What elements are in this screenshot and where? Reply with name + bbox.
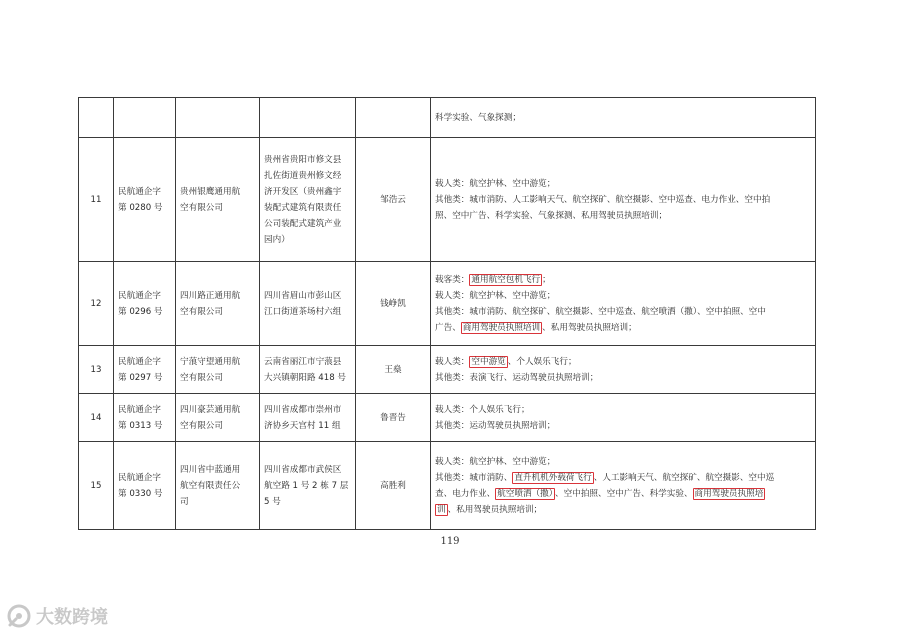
company-name-cell xyxy=(176,262,260,346)
scope-text: 、私用驾驶员执照培训； xyxy=(542,322,637,333)
company-name-line: 空有限公司 xyxy=(180,420,223,431)
table-row xyxy=(79,442,816,530)
legal-representative-cell xyxy=(356,98,431,138)
address-line: 装配式建筑有限责任 xyxy=(264,202,342,213)
scope-text: 、空中拍照、空中广告、科学实验、 xyxy=(555,488,693,499)
company-name-line: 贵州银鹰通用航 xyxy=(180,186,241,197)
permit-number-line: 第 0280 号 xyxy=(118,202,163,213)
permit-number-line: 第 0297 号 xyxy=(118,372,163,383)
permit-number-line: 民航通企字 xyxy=(118,290,161,301)
company-name-line: 空有限公司 xyxy=(180,306,223,317)
permit-number-line: 第 0330 号 xyxy=(118,488,163,499)
business-scope-cell xyxy=(431,98,816,138)
company-name-line: 四川豪芸通用航 xyxy=(180,404,241,415)
scope-text: 载人类： xyxy=(435,356,470,367)
business-scope-cell xyxy=(431,442,816,530)
permit-number-line: 第 0296 号 xyxy=(118,306,163,317)
scope-text: 广告、 xyxy=(435,322,461,333)
serial-number-cell xyxy=(79,346,114,394)
serial-number-cell xyxy=(79,442,114,530)
scope-text: 照、空中广告、科学实验、气象探测、私用驾驶员执照培训； xyxy=(435,210,668,221)
business-scope-line xyxy=(435,192,811,208)
highlighted-scope-text: 通用航空包机飞行 xyxy=(471,274,541,285)
company-name-line: 四川路正通用航 xyxy=(180,290,241,301)
business-scope-line xyxy=(435,502,811,518)
address-line: 贵州省贵阳市修文县 xyxy=(264,154,342,165)
serial-number-cell xyxy=(79,394,114,442)
address-line: 济开发区（贵州鑫宇 xyxy=(264,186,342,197)
highlighted-scope-text: 空中游览 xyxy=(471,356,506,367)
company-name-line: 航空有限责任公 xyxy=(180,480,241,491)
legal-representative-cell xyxy=(356,138,431,262)
serial-number: 11 xyxy=(90,194,102,205)
company-name-line: 宁蒗守望通用航 xyxy=(180,356,241,367)
company-name-cell xyxy=(176,98,260,138)
permit-number-line: 民航通企字 xyxy=(118,356,161,367)
table-row xyxy=(79,98,816,138)
company-name-line: 空有限公司 xyxy=(180,202,223,213)
business-scope-line xyxy=(435,288,811,304)
business-scope-line xyxy=(435,176,811,192)
permit-number-cell xyxy=(114,346,176,394)
table-row xyxy=(79,394,816,442)
scope-text: 载人类：航空护林、空中游览； xyxy=(435,290,556,301)
address-line: 航空路 1 号 2 栋 7 层 xyxy=(264,480,349,491)
permit-number-line: 民航通企字 xyxy=(118,404,161,415)
watermark xyxy=(6,603,108,629)
address-line: 四川省成都市崇州市 xyxy=(264,404,342,415)
address-line: 大兴镇朝阳路 418 号 xyxy=(264,372,347,383)
serial-number: 12 xyxy=(90,298,102,309)
scope-text: 、个人娱乐飞行； xyxy=(507,356,577,367)
address-line: 5 号 xyxy=(264,496,281,507)
highlighted-scope-text: 直升机机外载荷飞行 xyxy=(514,472,592,483)
scope-text: 查、电力作业、 xyxy=(435,488,496,499)
legal-representative: 王燊 xyxy=(384,364,402,375)
legal-representative: 鲁晋告 xyxy=(380,412,406,423)
serial-number: 15 xyxy=(90,480,102,491)
business-scope-line xyxy=(435,208,811,224)
business-scope-line xyxy=(435,272,811,288)
permit-number-cell xyxy=(114,442,176,530)
serial-number-cell xyxy=(79,138,114,262)
legal-representative-cell xyxy=(356,394,431,442)
business-scope-line xyxy=(435,354,811,370)
address-cell xyxy=(260,138,356,262)
business-scope-line xyxy=(435,320,811,336)
serial-number-cell xyxy=(79,262,114,346)
scope-text: 载人类：航空护林、空中游览； xyxy=(435,456,556,467)
business-scope-cell xyxy=(431,346,816,394)
license-table xyxy=(78,97,816,530)
address-line: 云南省丽江市宁蒗县 xyxy=(264,356,342,367)
address-cell xyxy=(260,394,356,442)
business-scope-cell xyxy=(431,138,816,262)
scope-text: 载人类：个人娱乐飞行； xyxy=(435,404,530,415)
scope-text: 载人类：航空护林、空中游览； xyxy=(435,178,556,189)
scope-text: ； xyxy=(542,274,551,285)
address-cell xyxy=(260,346,356,394)
highlighted-scope-text: 训 xyxy=(437,504,446,515)
address-line: 园内） xyxy=(264,234,290,245)
address-line: 济协乡天宫村 11 组 xyxy=(264,420,341,431)
serial-number: 13 xyxy=(90,364,102,375)
table-row xyxy=(79,262,816,346)
highlighted-scope-text: 商用驾驶员执照培训 xyxy=(462,322,541,333)
scope-text: 其他类：运动驾驶员执照培训； xyxy=(435,420,556,431)
serial-number-cell xyxy=(79,98,114,138)
company-name-cell xyxy=(176,138,260,262)
serial-number: 14 xyxy=(90,412,102,423)
company-name-cell xyxy=(176,442,260,530)
permit-number-line: 第 0313 号 xyxy=(118,420,163,431)
address-line: 江口街道茶场村六组 xyxy=(264,306,342,317)
permit-number-cell xyxy=(114,394,176,442)
permit-number-cell xyxy=(114,262,176,346)
address-cell xyxy=(260,442,356,530)
scope-text: 科学实验、气象探测； xyxy=(435,112,521,123)
highlighted-scope-text: 航空喷洒（撒） xyxy=(497,488,554,499)
page-number: 119 xyxy=(440,536,460,547)
address-line: 扎佐街道贵州修文经 xyxy=(264,170,342,181)
company-name-line: 司 xyxy=(180,496,189,507)
business-scope-cell xyxy=(431,262,816,346)
company-name-cell xyxy=(176,346,260,394)
highlighted-scope-text: 商用驾驶员执照培 xyxy=(694,488,764,499)
scope-text: 、私用驾驶员执照培训； xyxy=(447,504,543,515)
business-scope-line xyxy=(435,370,811,386)
legal-representative-cell xyxy=(356,262,431,346)
permit-number-cell xyxy=(114,98,176,138)
brand-logo-icon xyxy=(6,603,32,629)
address-line: 四川省眉山市彭山区 xyxy=(264,290,342,301)
business-scope-line xyxy=(435,110,811,126)
permit-number-cell xyxy=(114,138,176,262)
business-scope-cell xyxy=(431,394,816,442)
permit-number-line: 民航通企字 xyxy=(118,472,161,483)
address-line: 四川省成都市武侯区 xyxy=(264,464,342,475)
legal-representative-cell xyxy=(356,346,431,394)
legal-representative: 邹浩云 xyxy=(380,194,406,205)
legal-representative-cell xyxy=(356,442,431,530)
business-scope-line xyxy=(435,454,811,470)
address-line: 公司装配式建筑产业 xyxy=(264,218,342,229)
watermark-text: 大数跨境 xyxy=(36,607,108,628)
address-cell xyxy=(260,98,356,138)
scope-text: 其他类：表演飞行、运动驾驶员执照培训； xyxy=(435,372,599,383)
company-name-line: 空有限公司 xyxy=(180,372,223,383)
scope-text: 其他类：城市消防、 xyxy=(435,472,513,483)
business-scope-line xyxy=(435,486,811,502)
table-row xyxy=(79,138,816,262)
legal-representative: 钱峥凯 xyxy=(380,298,406,309)
permit-number-line: 民航通企字 xyxy=(118,186,161,197)
address-cell xyxy=(260,262,356,346)
scope-text: 其他类：城市消防、航空探矿、航空摄影、空中巡查、航空喷洒（撒）、空中拍照、空中 xyxy=(435,306,766,317)
scope-text: 其他类：城市消防、人工影响天气、航空探矿、航空摄影、空中巡查、电力作业、空中拍 xyxy=(435,194,771,205)
table-row xyxy=(79,346,816,394)
scope-text: 、人工影响天气、航空探矿、航空摄影、空中巡 xyxy=(593,472,775,483)
scope-text: 载客类： xyxy=(435,274,470,285)
company-name-line: 四川省中蓝通用 xyxy=(180,464,241,475)
business-scope-line xyxy=(435,304,811,320)
legal-representative: 高胜利 xyxy=(380,480,406,491)
company-name-cell xyxy=(176,394,260,442)
business-scope-line xyxy=(435,470,811,486)
business-scope-line xyxy=(435,402,811,418)
business-scope-line xyxy=(435,418,811,434)
